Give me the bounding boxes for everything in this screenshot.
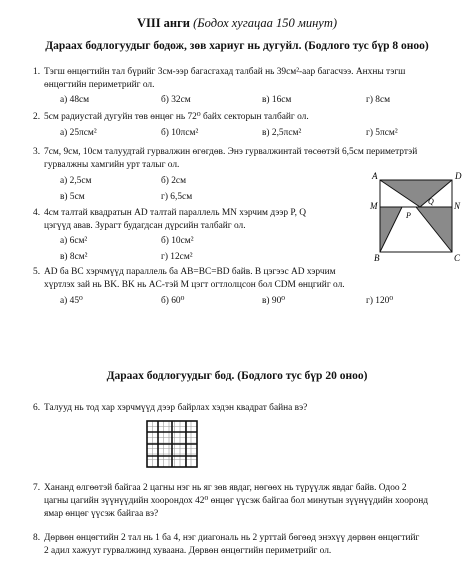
- section2-title: Дараах бодлогуудыг бод. (Бодлого тус бүр 20 оноо): [106, 370, 368, 382]
- label-P: P: [406, 211, 411, 220]
- label-D: D: [455, 171, 462, 181]
- q2-number: 2.: [33, 112, 41, 122]
- q4-option-a[interactable]: а) 6см²: [60, 236, 88, 246]
- q3-line1: 7см, 9см, 10см талуудтай гурвалжин өгөгдөв. Энэ гурвалжинтай төсөөтэй 6,5см периметртэй: [44, 147, 418, 157]
- q2-option-c[interactable]: в) 2,5πсм²: [262, 128, 302, 138]
- label-N: N: [454, 201, 461, 211]
- label-A: A: [372, 171, 378, 181]
- square-figure: [368, 170, 466, 262]
- section1-title: Дараах бодлогуудыг бодож, зөв хариуг нь дугуйл. (Бодлого тус бүр 8 оноо): [45, 40, 429, 52]
- q1-number: 1.: [33, 67, 41, 77]
- q5-option-d[interactable]: г) 120⁰: [366, 296, 394, 306]
- label-C: C: [454, 253, 461, 262]
- q1-option-b[interactable]: б) 32см: [161, 95, 191, 105]
- bold-grid-lines: [147, 421, 197, 467]
- q2-option-b[interactable]: б) 10πсм²: [161, 128, 199, 138]
- q4-line2: цэгүүд авав. Зурагт будагдсан дүрсийн талбайг ол.: [44, 221, 246, 231]
- square-grid-figure: [146, 420, 198, 468]
- q4-line1: 4см талтай квадратын AD талтай параллель MN хэрчим дээр P, Q: [44, 208, 307, 218]
- page-title: [0, 16, 474, 31]
- q4-option-b[interactable]: б) 10см²: [161, 236, 194, 246]
- q1-option-c[interactable]: в) 16см: [262, 95, 292, 105]
- q2-option-a[interactable]: а) 25πсм²: [60, 128, 97, 138]
- q8-line1: Дөрвөн өнцөгтийн 2 тал нь 1 ба 4, нэг диагональ нь 2 урттай бөгөөд энэхүү дөрвөн өнцөгтийг: [44, 533, 420, 543]
- q8-line2: 2 адил хажуут гурвалжинд хуваана. Дөрвөн өнцөгтийн периметрийг ол.: [44, 546, 332, 556]
- q7-line3: ямар өнцөг үүсэж байгаа вэ?: [44, 509, 159, 519]
- q6-number: 6.: [33, 403, 41, 413]
- q5-line2: хүртлэх зай нь BK. BK нь AC-тэй M цэгт огтлолцсон бол CDM өнцгийг ол.: [44, 280, 345, 290]
- label-B: B: [374, 253, 380, 262]
- q3-option-d[interactable]: г) 6,5см: [161, 192, 193, 202]
- q5-option-a[interactable]: а) 45⁰: [60, 296, 83, 306]
- q6-line1: Талууд нь тод хар хэрчмүүд дээр байрлах хэдэн квадрат байна вэ?: [44, 403, 308, 413]
- q7-number: 7.: [33, 483, 41, 493]
- q1-option-d[interactable]: г) 8см: [366, 95, 391, 105]
- q3-option-b[interactable]: б) 2см: [161, 176, 187, 186]
- q3-option-c[interactable]: в) 5см: [60, 192, 85, 202]
- q1-option-a[interactable]: а) 48см: [60, 95, 90, 105]
- q7-line2: цагны цагийн зүүнүүдийн хоорондох 42⁰ өнцөг үүсэж байгаа бол минутын зүүнүүдийн хооронд: [44, 496, 429, 506]
- q1-line1: Тэгш өнцөгтийн тал бүрийг 3см-ээр багасгахад талбай нь 39см²-аар багасчээ. Анхны тэгш: [44, 67, 406, 77]
- label-Q: Q: [428, 197, 434, 206]
- q3-line2: гурвалжны хамгийн урт талыг ол.: [44, 160, 180, 170]
- q5-line1: AD ба BC хэрчмүүд параллель ба AB=BC=BD байв. В цэгээс AD хэрчим: [44, 267, 336, 277]
- q4-number: 4.: [33, 208, 41, 218]
- q5-option-b[interactable]: б) 60⁰: [161, 296, 185, 306]
- q8-number: 8.: [33, 533, 41, 543]
- q4-option-d[interactable]: г) 12см²: [161, 252, 193, 262]
- grade-label: VIII анги: [136, 16, 191, 30]
- q5-number: 5.: [33, 267, 41, 277]
- q3-option-a[interactable]: а) 2,5см: [60, 176, 92, 186]
- figure-shading: [380, 180, 452, 252]
- q2-line1: 5см радиустай дугуйн төв өнцөг нь 72⁰ байх секторын талбайг ол.: [44, 112, 309, 122]
- label-M: M: [370, 201, 378, 211]
- q1-line2: өнцөгтийн периметрийг ол.: [44, 80, 155, 90]
- q2-option-d[interactable]: г) 5πсм²: [366, 128, 398, 138]
- q7-line1: Хананд өлгөөтэй байгаа 2 цагны нэг нь яг зөв явдаг, нөгөөх нь түрүүлж явдаг байв. Одоо 2: [44, 483, 407, 493]
- duration-label: (Бодох хугацаа 150 минут): [193, 16, 338, 30]
- q4-option-c[interactable]: в) 8см²: [60, 252, 88, 262]
- q3-number: 3.: [33, 147, 41, 157]
- q5-option-c[interactable]: в) 90⁰: [262, 296, 286, 306]
